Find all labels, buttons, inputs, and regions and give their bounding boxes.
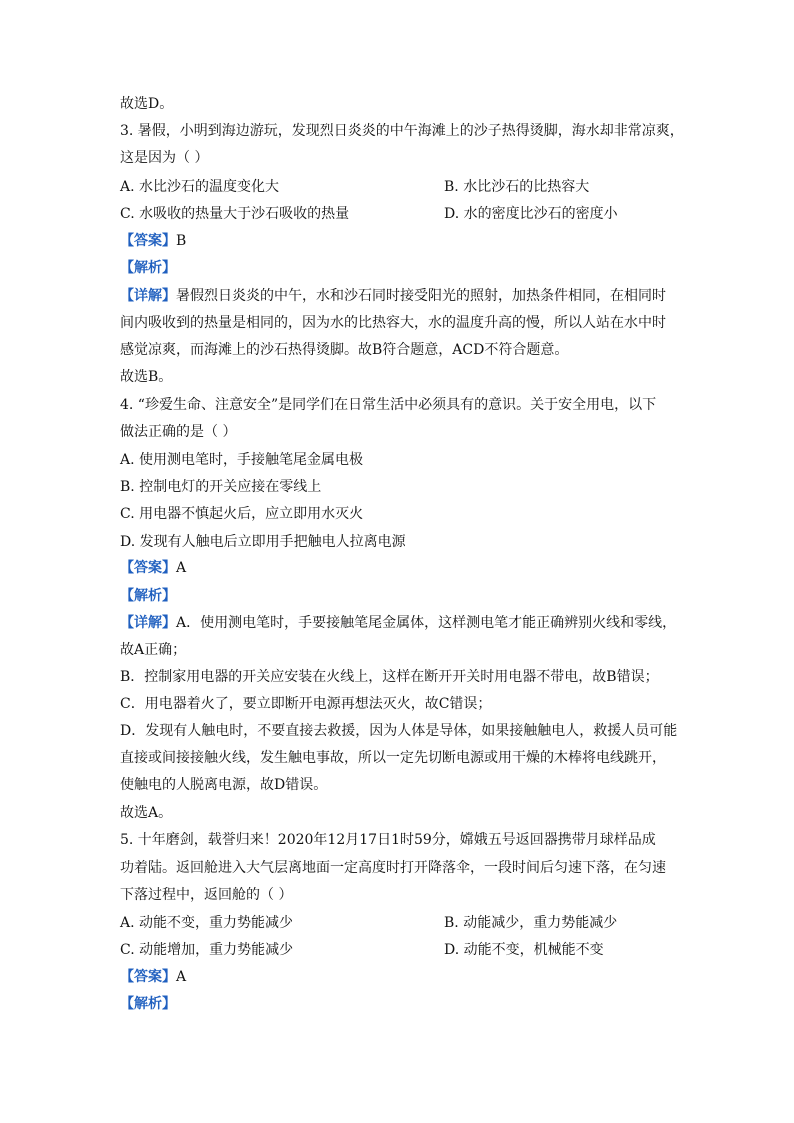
q3-detail-tag: 【详解】 — [120, 288, 176, 304]
q3-detail-line2: 间内吸收到的热量是相同的，因为水的比热容大，水的温度升高的慢，所以人站在水中时 — [120, 315, 666, 331]
q5-option-a: A. 动能不变，重力势能减少 — [120, 915, 294, 931]
q4-option-c: C. 用电器不慎起火后，应立即用水灭火 — [120, 506, 364, 522]
q3-stem-line1: 3. 暑假，小明到海边游玩，发现烈日炎炎的中午海滩上的沙子热得烫脚，海水却非常凉爽， — [120, 123, 684, 139]
q5-stem-line3: 下落过程中，返回舱的（ ） — [120, 887, 293, 903]
q3-option-d: D. 水的密度比沙石的密度小 — [444, 206, 618, 222]
q5-answer: A — [176, 969, 187, 985]
q4-detail-line7: 使触电的人脱离电源，故D错误。 — [120, 777, 328, 793]
q5-analysis-tag — [120, 994, 680, 1014]
q3-answer: B — [176, 233, 187, 249]
q5-answer-tag: 【答案】 — [120, 969, 176, 985]
q4-analysis-label: 【解析】 — [120, 588, 176, 604]
q4-stem-line2: 做法正确的是（ ） — [120, 424, 237, 440]
q4-answer: A — [176, 560, 187, 576]
q5-answer-row — [120, 967, 680, 987]
q4-option-d: D. 发现有人触电后立即用手把触电人拉离电源 — [120, 534, 406, 550]
q4-answer-row — [120, 558, 680, 578]
q4-answer-tag: 【答案】 — [120, 560, 176, 576]
q4-conclusion: 故选A。 — [120, 805, 173, 821]
q5-option-c: C. 动能增加，重力势能减少 — [120, 942, 294, 958]
q5-analysis-label: 【解析】 — [120, 996, 176, 1012]
q4-analysis-tag — [120, 586, 680, 606]
q5-stem-line1: 5. 十年磨剑，载誉归来！2020年12月17日1时59分，嫦娥五号返回器携带月球样品成 — [120, 832, 656, 848]
q5-option-d: D. 动能不变，机械能不变 — [444, 942, 604, 958]
q4-detail-line4: C．用电器着火了，要立即断开电源再想法灭火，故C错误； — [120, 696, 492, 712]
q5-stem-line2: 功着陆。返回舱进入大气层离地面一定高度时打开降落伞，一段时间后匀速下落，在匀速 — [120, 860, 666, 876]
q4-detail-line1 — [120, 613, 680, 633]
q3-option-b: B. 水比沙石的比热容大 — [444, 179, 590, 195]
q3-detail-line3: 感觉凉爽，而海滩上的沙石热得烫脚。故B符合题意，ACD不符合题意。 — [120, 342, 569, 358]
q5-option-b: B. 动能减少，重力势能减少 — [444, 915, 618, 931]
q4-option-b: B. 控制电灯的开关应接在零线上 — [120, 479, 322, 495]
q4-option-a: A. 使用测电笔时，手接触笔尾金属电极 — [120, 452, 364, 468]
q3-option-a: A. 水比沙石的温度变化大 — [120, 179, 280, 195]
q4-detail-line2: 故A正确； — [120, 642, 187, 658]
q3-analysis-tag — [120, 258, 680, 278]
q3-conclusion: 故选B。 — [120, 369, 173, 385]
q4-detail-text1: A．使用测电笔时，手要接触笔尾金属体，这样测电笔才能正确辨别火线和零线， — [176, 615, 677, 631]
q3-detail-text1: 暑假烈日炎炎的中午，水和沙石同时接受阳光的照射，加热条件相同，在相同时 — [176, 288, 666, 304]
q4-detail-line6: 直接或间接接触火线，发生触电事故，所以一定先切断电源或用干燥的木棒将电线跳开， — [120, 750, 666, 766]
q3-analysis-label: 【解析】 — [120, 260, 176, 276]
q3-answer-tag: 【答案】 — [120, 233, 176, 249]
q3-stem-line2: 这是因为（ ） — [120, 150, 209, 166]
q3-answer-row — [120, 231, 680, 251]
q4-stem-line1: 4. “珍爱生命、注意安全”是同学们在日常生活中必须具有的意识。关于安全用电，以下 — [120, 397, 657, 413]
q4-detail-tag: 【详解】 — [120, 615, 176, 631]
q4-detail-line5: D．发现有人触电时，不要直接去救援，因为人体是导体，如果接触触电人，救援人员可能 — [120, 723, 678, 739]
q3-detail-line1 — [120, 286, 680, 306]
q3-option-c: C. 水吸收的热量大于沙石吸收的热量 — [120, 206, 350, 222]
q2-conclusion: 故选D。 — [120, 96, 174, 112]
q4-detail-line3: B．控制家用电器的开关应安装在火线上，这样在断开开关时用电器不带电，故B错误； — [120, 669, 659, 685]
